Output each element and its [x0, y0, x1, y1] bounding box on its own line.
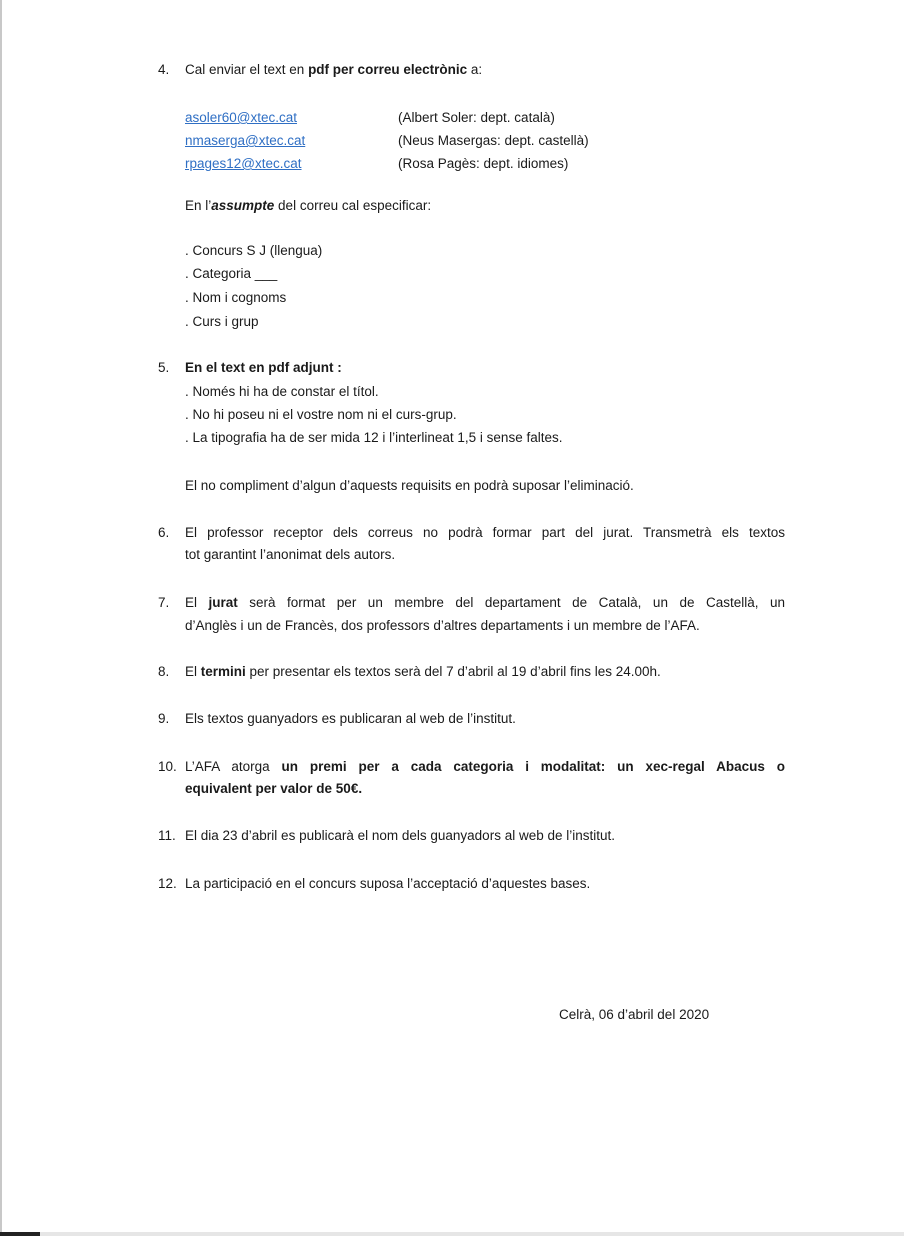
- item-number: 7.: [158, 595, 170, 610]
- item-12: La participació en el concurs suposa l’acceptació d’aquestes bases.: [185, 876, 591, 891]
- item-7-line-1: [185, 594, 785, 612]
- item-10-line-1: [185, 758, 785, 776]
- page-bottom-edge: [0, 1232, 904, 1236]
- item-5-list-item: . La tipografia ha de ser mida 12 i l’interlineat 1,5 i sense faltes.: [185, 430, 563, 445]
- item-number: 9.: [158, 711, 170, 726]
- item-number: 6.: [158, 525, 170, 540]
- item-6-line-2: tot garantint l’anonimat dels autors.: [185, 547, 396, 562]
- text: a:: [467, 62, 483, 77]
- email-owner: (Albert Soler: dept. català): [398, 110, 555, 125]
- subject-list-item: . Curs i grup: [185, 314, 259, 329]
- bold-text: jurat: [208, 595, 238, 610]
- place-date-signature: Celrà, 06 d’abril del 2020: [559, 1007, 710, 1022]
- bold-text: un premi per a cada categoria i modalitat: un xec-regal Abacus o: [281, 759, 785, 774]
- text: L’AFA atorga: [185, 759, 282, 774]
- email-owner: (Neus Masergas: dept. castellà): [398, 133, 589, 148]
- bold-text: pdf per correu electrònic: [308, 62, 468, 77]
- item-number: 12.: [158, 876, 177, 891]
- item-11: El dia 23 d’abril es publicarà el nom dels guanyadors al web de l’institut.: [185, 828, 615, 843]
- text: El: [185, 664, 201, 679]
- subject-list-item: . Concurs S J (llengua): [185, 243, 323, 258]
- item-5-list-item: . No hi poseu ni el vostre nom ni el curs-grup.: [185, 407, 457, 422]
- item-number: 4.: [158, 62, 170, 77]
- email-link[interactable]: nmaserga@xtec.cat: [185, 133, 306, 148]
- item-5-list-item: . Només hi ha de constar el títol.: [185, 384, 379, 399]
- item-5: En el text en pdf adjunt :: [185, 360, 342, 375]
- item-number: 10.: [158, 759, 177, 774]
- item-number: 8.: [158, 664, 170, 679]
- item-4: [185, 61, 482, 79]
- email-link[interactable]: rpages12@xtec.cat: [185, 156, 302, 171]
- item-8: [185, 663, 661, 681]
- item-6-line-1: El professor receptor dels correus no podrà formar part del jurat. Transmetrà els textos: [185, 525, 785, 540]
- item-9: Els textos guanyadors es publicaran al web de l’institut.: [185, 711, 516, 726]
- assumpte-line: [185, 197, 431, 215]
- text: El: [185, 595, 209, 610]
- text: per presentar els textos serà del 7 d’abril al 19 d’abril fins les 24.00h.: [245, 664, 661, 679]
- text: Cal enviar el text en: [185, 62, 309, 77]
- bold-text: termini: [200, 664, 246, 679]
- bold-italic-text: assumpte: [211, 198, 275, 213]
- item-number: 11.: [158, 828, 176, 843]
- bottom-bar: [0, 1232, 40, 1236]
- text: serà format per un membre del departament de Català, un de Castellà, un: [237, 595, 785, 610]
- subject-list-item: . Nom i cognoms: [185, 290, 287, 305]
- item-number: 5.: [158, 360, 170, 375]
- page-edge: [0, 0, 2, 1236]
- text: En l’: [185, 198, 212, 213]
- item-5-note: El no compliment d’algun d’aquests requisits en podrà suposar l’eliminació.: [185, 478, 634, 493]
- item-7-line-2: d’Anglès i un de Francès, dos professors d’altres departaments i un membre de l’AFA.: [185, 618, 700, 633]
- email-link[interactable]: asoler60@xtec.cat: [185, 110, 298, 125]
- text: del correu cal especificar:: [274, 198, 432, 213]
- item-10-line-2: equivalent per valor de 50€.: [185, 781, 363, 796]
- email-owner: (Rosa Pagès: dept. idiomes): [398, 156, 569, 171]
- subject-list-item: . Categoria ___: [185, 266, 278, 281]
